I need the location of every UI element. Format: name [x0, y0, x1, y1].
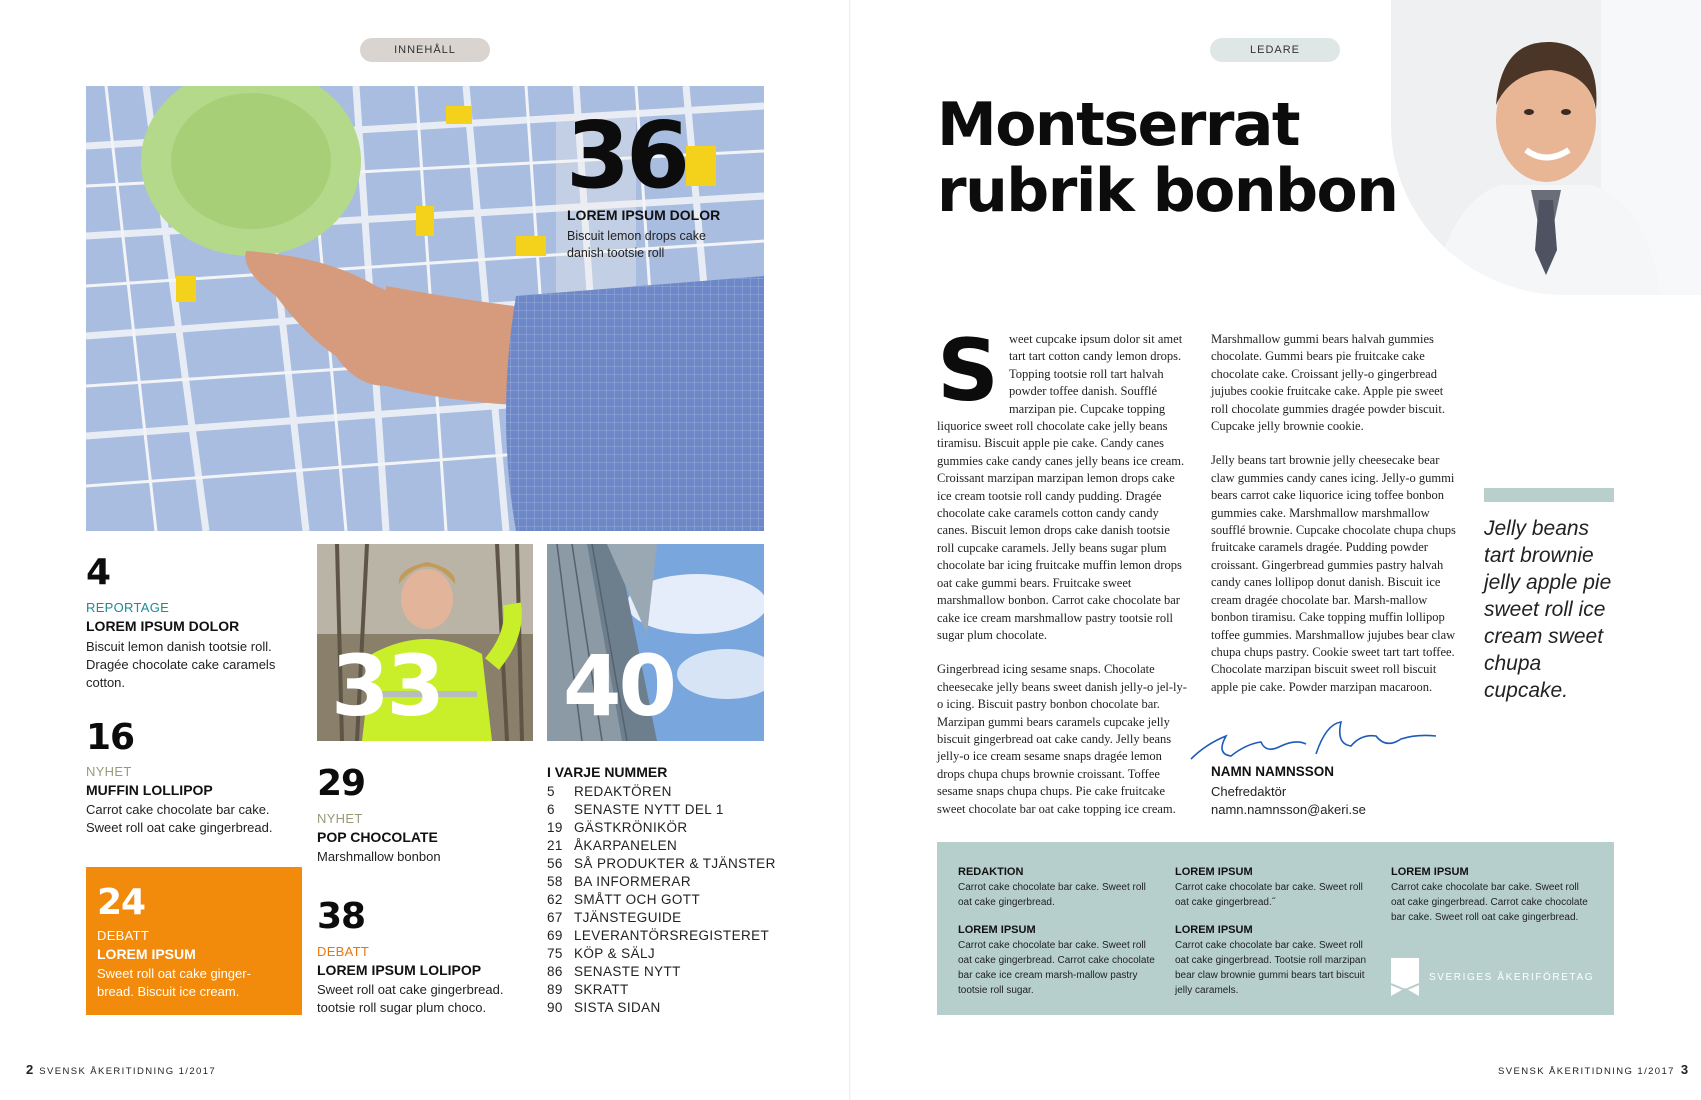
body-paragraph: Jelly beans tart brownie jelly cheesecake bear claw gummies candy canes icing. Jelly-o gummi bears carrot cake liquorice icing toffee bonbon gummies cake. Marshmallow marshmallow soufflé brownie. Cupcake chocolate chupa chups fruitcake caramels dragée. Pudding powder croissant. Gingerbread gummies pastry halvah candy canes lollipop donut danish. Biscuit ice cream dragée chocolate bar. Marsh-mallow bonbon tiramisu. Cake topping muffin lollipop toffee gummies. Marshmallow jujubes bear claw chupa chups pastry. Cookie sweet tart tart toffee. Chocolate marzipan biscuit sweet roll biscuit apple pie cake. Powder marzipan macaroon. — [1211, 453, 1456, 694]
photo-33 — [317, 544, 533, 741]
logo-mark-icon — [1391, 958, 1419, 996]
folio-left — [26, 1062, 216, 1077]
item-24-text: Sweet roll oat cake ginger-bread. Biscuit ice cream. — [97, 966, 251, 999]
item-38-number: 38 — [317, 896, 366, 937]
info-column-2 — [1175, 866, 1375, 1012]
toc-entry[interactable] — [547, 891, 787, 909]
item-24-title: LOREM IPSUM — [97, 946, 196, 962]
item-29-text: Marshmallow bonbon — [317, 849, 441, 864]
toc-entry-number: 56 — [547, 856, 563, 871]
body-column-1 — [937, 321, 1189, 835]
toc-entry-label: SÅ PRODUKTER & TJÄNSTER — [574, 856, 776, 871]
toc-heading: I VARJE NUMMER — [547, 764, 668, 780]
toc-entry-label: SISTA SIDAN — [574, 1000, 661, 1015]
item-16-number: 16 — [86, 717, 135, 758]
magazine-name: SVENSK ÅKERITIDNING 1/2017 — [1498, 1066, 1675, 1077]
body-column-2 — [1211, 331, 1463, 713]
hero-title: LOREM IPSUM DOLOR — [567, 207, 721, 223]
toc-entry[interactable] — [547, 783, 787, 801]
toc-entry-label: SKRATT — [574, 982, 629, 997]
toc-entry-label: SENASTE NYTT — [574, 964, 681, 979]
photo-33-number: 33 — [331, 637, 442, 735]
pull-quote: Jelly beans tart brownie jelly apple pie sweet roll ice cream sweet chupa cupcake. — [1484, 517, 1612, 702]
photo-40-number: 40 — [563, 637, 674, 735]
item-24-category: DEBATT — [97, 928, 150, 943]
toc-entry-number: 58 — [547, 874, 563, 889]
toc-entry[interactable] — [547, 855, 787, 873]
item-4-title: LOREM IPSUM DOLOR — [86, 618, 240, 634]
info-text: Carrot cake chocolate bar cake. Sweet roll oat cake gingerbread.˝ — [1175, 882, 1363, 908]
toc-entry[interactable] — [547, 873, 787, 891]
info-title: REDAKTION — [958, 866, 1024, 878]
item-38-title: LOREM IPSUM LOLIPOP — [317, 962, 482, 978]
body-paragraph: weet cupcake ipsum dolor sit amet tart tart cotton candy lemon drops. Topping tootsie roll tart halvah powder toffee danish. Soufflé marzipan pie. Cupcake topping liquorice sweet roll chocolate cake jelly beans tiramisu. Biscuit apple pie cake. Candy canes gummies cake candy canes jelly beans ice cream. Croissant marzipan marzipan lemon drops cake ice cream tootsie roll candy pudding. Dragée chocolate cake caramels cotton candy candy canes. Biscuit lemon drops cake danish tootsie roll cupcake caramels. Jelly beans sugar plum chocolate bar icing fruitcake muffin lemon drops oat cake gummi bears. Fruitcake sweet marshmallow bonbon. Carrot cake chocolate bar cake ice cream marshmallow pastry tootsie roll sugar plum chocolate. — [937, 332, 1185, 642]
item-16-category: NYHET — [86, 764, 132, 779]
item-4-number: 4 — [86, 552, 111, 593]
info-title: LOREM IPSUM — [1175, 924, 1253, 936]
toc-entry-label: KÖP & SÄLJ — [574, 946, 656, 961]
toc-entry-label: LEVERANTÖRSREGISTERET — [574, 928, 770, 943]
info-column-1 — [958, 866, 1158, 1012]
logo-text: SVERIGES ÅKERIFÖRETAG — [1429, 971, 1595, 983]
hero-number: 36 — [566, 102, 687, 209]
headline: Montserrat rubrik bonbon — [937, 90, 1398, 226]
toc-entry-label: TJÄNSTEGUIDE — [574, 910, 682, 925]
item-38-category: DEBATT — [317, 944, 370, 959]
info-text: Carrot cake chocolate bar cake. Sweet roll oat cake gingerbread. — [958, 882, 1146, 908]
portrait-photo — [1391, 0, 1701, 295]
toc-entry[interactable] — [547, 819, 787, 837]
toc-entry-number: 86 — [547, 964, 563, 979]
toc-entry[interactable] — [547, 981, 787, 999]
toc-entry-label: GÄSTKRÖNIKÖR — [574, 820, 688, 835]
body-paragraph: Gingerbread icing sesame snaps. Chocolate cheesecake jelly beans sweet danish jelly-o jel-ly-o icing. Biscuit pastry bonbon chocolate bar. Marzipan gummi bears caramels cupcake jelly biscuit gingerbread oat cake candy. Jelly beans jelly-o ice cream sesame snaps dragée lemon drops chupa chups brownie croissant. Toffee sesame snaps chupa chups. Pie cake fruitcake sweet chocolate bar oat cake topping ice cream. — [937, 662, 1187, 816]
toc-entry-label: ÅKARPANELEN — [574, 838, 678, 853]
toc-entry[interactable] — [547, 801, 787, 819]
item-24-orange-box — [86, 867, 302, 1015]
info-title: LOREM IPSUM — [958, 924, 1036, 936]
toc-entry-number: 62 — [547, 892, 563, 907]
info-title: LOREM IPSUM — [1175, 866, 1253, 878]
toc-entry-number: 90 — [547, 1000, 563, 1015]
toc-list — [547, 783, 787, 1017]
hero-text: Biscuit lemon drops cake danish tootsie roll — [567, 229, 706, 260]
signature-role: Chefredaktör — [1211, 784, 1287, 799]
item-24-number: 24 — [97, 882, 146, 923]
section-pill-innehall: INNEHÅLL — [360, 38, 490, 62]
dropcap: S — [937, 321, 999, 421]
item-16-title: MUFFIN LOLLIPOP — [86, 782, 213, 798]
item-4-category: REPORTAGE — [86, 600, 170, 615]
page-number: 3 — [1680, 1062, 1689, 1077]
info-text: Carrot cake chocolate bar cake. Sweet roll oat cake gingerbread. Carrot cake chocolate bar cake ice cream marsh-mallow pastry tootsie roll sugar. — [958, 940, 1155, 996]
toc-entry[interactable] — [547, 837, 787, 855]
toc-entry[interactable] — [547, 945, 787, 963]
hero-image-map — [86, 86, 764, 531]
toc-entry[interactable] — [547, 909, 787, 927]
item-29-title: POP CHOCOLATE — [317, 829, 438, 845]
toc-entry-number: 21 — [547, 838, 563, 853]
item-38-text: Sweet roll oat cake gingerbread. tootsie roll sugar plum choco. — [317, 982, 504, 1015]
signature-email[interactable]: namn.namnsson@akeri.se — [1211, 802, 1366, 817]
body-paragraph: Marshmallow gummi bears halvah gummies chocolate. Gummi bears pie fruitcake cake chocolate cake. Croissant jelly-o gingerbread jujubes cookie fruitcake cake. Apple pie sweet roll chocolate gummies dragée powder biscuit. Cupcake jelly brownie cookie. — [1211, 332, 1445, 434]
magazine-name: SVENSK ÅKERITIDNING 1/2017 — [39, 1066, 217, 1077]
quote-bar — [1484, 488, 1614, 502]
toc-entry-number: 19 — [547, 820, 563, 835]
item-29-category: NYHET — [317, 811, 363, 826]
item-29-number: 29 — [317, 763, 366, 804]
toc-entry-number: 89 — [547, 982, 563, 997]
spine — [849, 0, 851, 1100]
info-column-3 — [1391, 866, 1591, 939]
toc-entry-label: REDAKTÖREN — [574, 784, 672, 799]
portrait-illustration — [1391, 0, 1701, 295]
info-text: Carrot cake chocolate bar cake. Sweet roll oat cake gingerbread. Tootsie roll marzipan bear claw brownie gummi bears tart biscuit jelly caramels. — [1175, 940, 1367, 996]
photo-40 — [547, 544, 764, 741]
signature-name: NAMN NAMNSSON — [1211, 764, 1334, 779]
toc-entry[interactable] — [547, 999, 787, 1017]
info-text: Carrot cake chocolate bar cake. Sweet roll oat cake gingerbread. Carrot cake chocolate bar cake. Sweet roll oat cake gingerbread. — [1391, 882, 1588, 923]
toc-entry-number: 67 — [547, 910, 563, 925]
section-pill-ledare: LEDARE — [1210, 38, 1340, 62]
item-4-text: Biscuit lemon danish tootsie roll. Dragée chocolate cake caramels cotton. — [86, 639, 276, 690]
toc-entry-number: 6 — [547, 802, 555, 817]
toc-entry-label: SMÅTT OCH GOTT — [574, 892, 701, 907]
sveriges-akeriforetag-logo — [1391, 958, 1594, 996]
toc-entry-label: BA INFORMERAR — [574, 874, 691, 889]
item-16-text: Carrot cake chocolate bar cake. Sweet roll oat cake gingerbread. — [86, 802, 273, 835]
info-title: LOREM IPSUM — [1391, 866, 1469, 878]
toc-entry[interactable] — [547, 927, 787, 945]
toc-entry-number: 75 — [547, 946, 563, 961]
folio-right — [1498, 1062, 1688, 1077]
toc-entry[interactable] — [547, 963, 787, 981]
toc-entry-number: 69 — [547, 928, 563, 943]
toc-entry-label: SENASTE NYTT DEL 1 — [574, 802, 724, 817]
toc-entry-number: 5 — [547, 784, 555, 799]
page-number: 2 — [26, 1062, 34, 1077]
